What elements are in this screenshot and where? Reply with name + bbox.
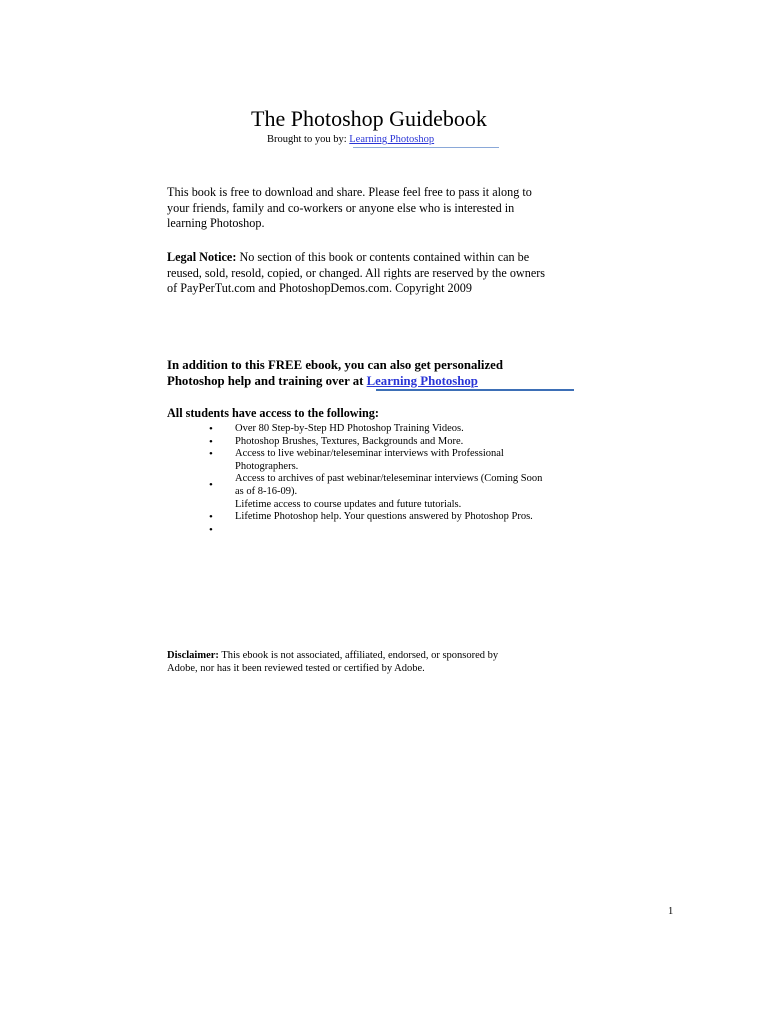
page-number: 1 bbox=[668, 906, 674, 917]
list-item bbox=[205, 448, 545, 473]
legal-notice-label: Legal Notice: bbox=[167, 250, 237, 264]
learning-photoshop-link[interactable]: Learning Photoshop bbox=[349, 134, 435, 145]
byline-underline-rule bbox=[353, 147, 499, 148]
promo-learning-photoshop-link[interactable]: Learning Photoshop bbox=[366, 374, 478, 388]
list-item-text: Over 80 Step-by-Step HD Photoshop Training Videos. bbox=[235, 423, 464, 434]
legal-notice-paragraph bbox=[167, 250, 547, 297]
benefits-list bbox=[205, 423, 545, 537]
list-item bbox=[205, 511, 545, 537]
list-item bbox=[205, 499, 545, 512]
promo-paragraph bbox=[167, 357, 587, 389]
promo-line-1: In addition to this FREE ebook, you can also get personalized bbox=[167, 358, 503, 372]
list-item bbox=[205, 436, 545, 449]
disclaimer-text: This ebook is not associated, affiliated, endorsed, or sponsored by Adobe, nor has it been reviewed tested or certified by Adobe. bbox=[167, 650, 499, 674]
byline bbox=[267, 133, 434, 147]
list-item-text: Photoshop Brushes, Textures, Backgrounds and More. bbox=[235, 435, 464, 447]
access-heading: All students have access to the following: bbox=[167, 406, 379, 420]
bullet-icon: • bbox=[209, 423, 213, 435]
bullet-icon: • bbox=[209, 511, 213, 524]
intro-paragraph: This book is free to download and share. Please feel free to pass it along to your friends, family and co-workers or anyone else who is interested in learning Photoshop. bbox=[167, 185, 532, 230]
bullet-icon: • bbox=[209, 448, 213, 461]
legal-notice-text: No section of this book or contents contained within can be reused, sold, resold, copied, or changed. All rights are reserved by the owners of PayPerTut.com and PhotoshopDemos.com. Copyright 2009 bbox=[167, 250, 546, 295]
list-item-text: Lifetime access to course updates and future tutorials. bbox=[235, 498, 462, 510]
list-item-text: Access to live webinar/teleseminar interviews with Professional Photographers. bbox=[235, 448, 504, 472]
disclaimer-paragraph bbox=[167, 650, 527, 675]
promo-line-2-wrap bbox=[167, 373, 587, 389]
list-item-text: Lifetime Photoshop help. Your questions answered by Photoshop Pros. bbox=[235, 511, 533, 523]
bullet-icon: • bbox=[209, 524, 213, 537]
bullet-icon: • bbox=[209, 479, 213, 492]
list-item-text: Access to archives of past webinar/teleseminar interviews (Coming Soon as of 8-16-09). bbox=[235, 473, 543, 497]
disclaimer-label: Disclaimer: bbox=[167, 650, 219, 661]
promo-underline-rule bbox=[376, 389, 574, 391]
bullet-icon: • bbox=[209, 435, 213, 448]
byline-prefix: Brought to you by: bbox=[267, 134, 347, 145]
list-item bbox=[205, 473, 545, 498]
document-title: The Photoshop Guidebook bbox=[251, 106, 487, 131]
promo-line-2: Photoshop help and training over at bbox=[167, 374, 364, 388]
list-item bbox=[205, 423, 545, 436]
